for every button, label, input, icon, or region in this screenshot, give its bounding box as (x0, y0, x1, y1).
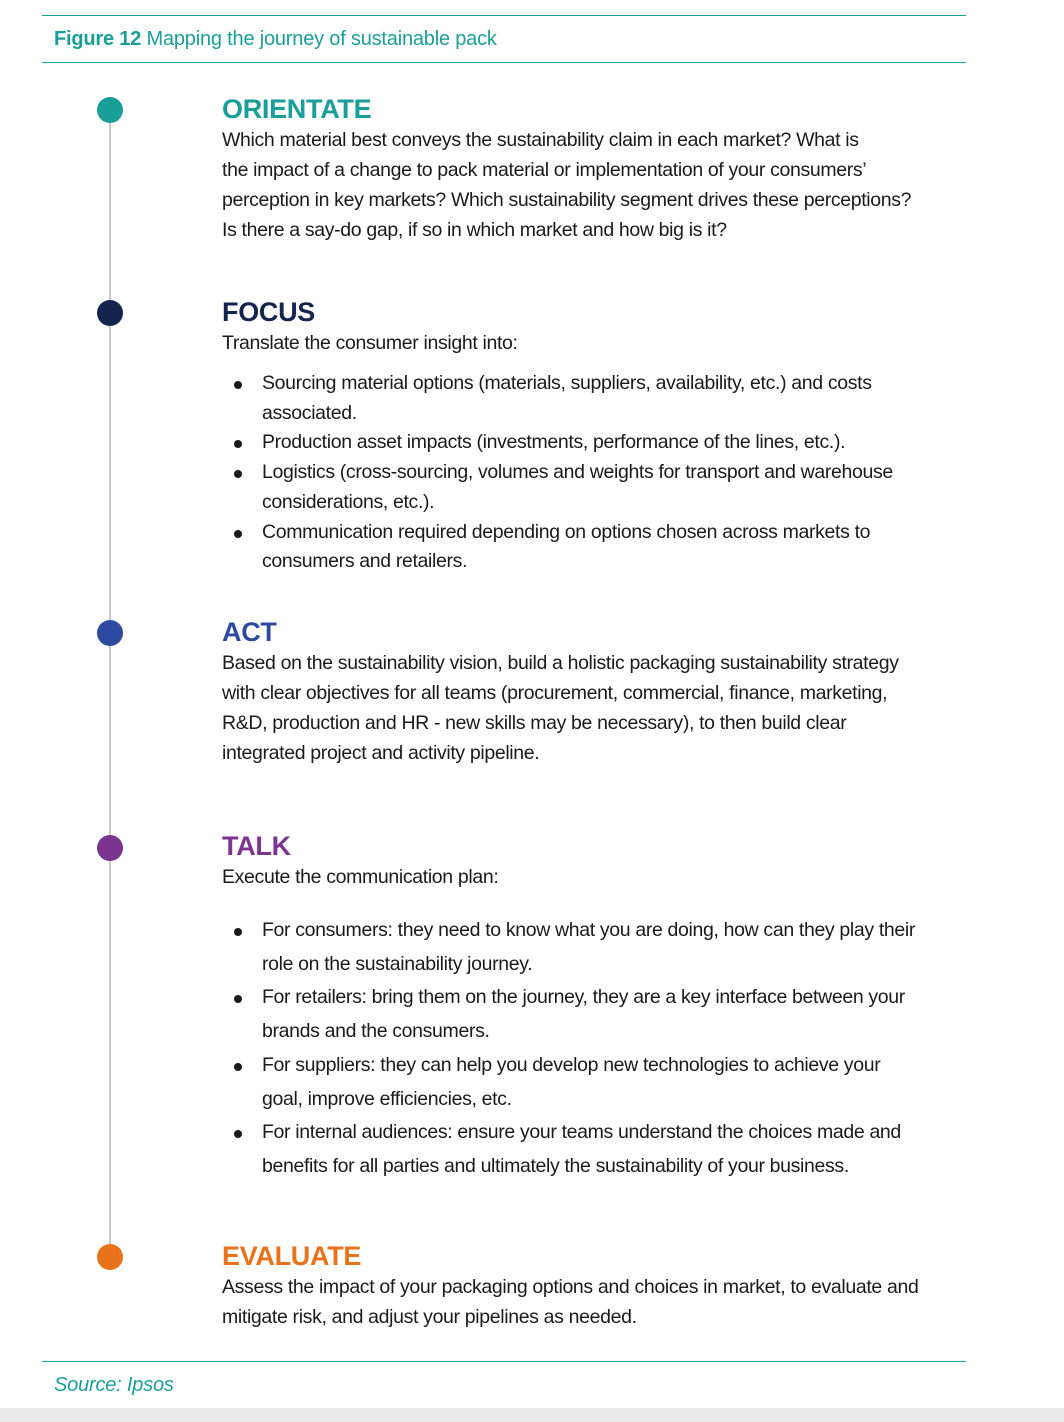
step-title-evaluate: EVALUATE (222, 1241, 362, 1271)
list-item (222, 518, 962, 577)
step-text-orientate (222, 125, 962, 245)
timeline-line (109, 110, 111, 1258)
text-line: Is there a say-do gap, if so in which market and how big is it? (222, 219, 727, 241)
bottom-rule (42, 1361, 966, 1362)
text-line: considerations, etc.). (262, 490, 435, 513)
list-item (222, 369, 962, 428)
step-intro-talk: Execute the communication plan: (222, 866, 499, 888)
text-line: For retailers: bring them on the journey, they are a key interface between your (262, 986, 905, 1009)
figure-label: Figure 12 (54, 28, 142, 50)
step-talk (222, 830, 962, 1184)
text-line: Which material best conveys the sustainability claim in each market? What is (222, 129, 859, 151)
top-rule (42, 15, 966, 16)
text-line: Sourcing material options (materials, suppliers, availability, etc.) and costs (262, 372, 872, 394)
step-title-focus: FOCUS (222, 297, 316, 327)
text-line: associated. (262, 401, 357, 424)
text-line: benefits for all parties and ultimately the sustainability of your business. (262, 1154, 849, 1177)
list-item (222, 1116, 962, 1183)
text-line: integrated project and activity pipeline. (222, 742, 540, 764)
text-line: role on the sustainability journey. (262, 952, 533, 975)
evaluate-dot (97, 1244, 123, 1270)
text-line: the impact of a change to pack material or implementation of your consumers’ (222, 159, 867, 181)
step-orientate (222, 93, 962, 245)
step-text-evaluate (222, 1272, 962, 1332)
figure-caption (54, 26, 497, 52)
orientate-dot (97, 97, 123, 123)
step-intro-focus: Translate the consumer insight into: (222, 332, 518, 354)
list-item (222, 914, 962, 981)
step-text-act (222, 648, 962, 768)
list-item (222, 1049, 962, 1116)
text-line: Assess the impact of your packaging options and choices in market, to evaluate and (222, 1276, 919, 1298)
figure-title: Mapping the journey of sustainable pack (146, 28, 497, 50)
text-line: Production asset impacts (investments, performance of the lines, etc.). (262, 431, 846, 454)
caption-rule (42, 62, 966, 63)
talk-bullet-list (222, 914, 962, 1184)
text-line: consumers and retailers. (262, 550, 468, 573)
list-item (222, 428, 962, 458)
text-line: For internal audiences: ensure your teams understand the choices made and (262, 1121, 901, 1144)
talk-dot (97, 835, 123, 861)
step-act (222, 616, 962, 768)
text-line: For consumers: they need to know what you are doing, how can they play their (262, 919, 916, 941)
text-line: mitigate risk, and adjust your pipelines as needed. (222, 1306, 637, 1328)
focus-bullet-list (222, 369, 962, 577)
list-item (222, 458, 962, 517)
text-line: R&D, production and HR - new skills may be necessary), to then build clear (222, 712, 847, 734)
act-dot (97, 620, 123, 646)
step-focus (222, 296, 962, 577)
step-title-act: ACT (222, 617, 277, 647)
text-line: with clear objectives for all teams (procurement, commercial, finance, marketing, (222, 682, 888, 704)
text-line: goal, improve efficiencies, etc. (262, 1087, 512, 1110)
step-title-orientate: ORIENTATE (222, 94, 372, 124)
focus-dot (97, 300, 123, 326)
text-line: Logistics (cross-sourcing, volumes and weights for transport and warehouse (262, 461, 893, 484)
text-line: Communication required depending on options chosen across markets to (262, 520, 871, 543)
text-line: For suppliers: they can help you develop new technologies to achieve your (262, 1053, 881, 1076)
page-bottom-band (0, 1408, 1064, 1422)
source-note: Source: Ipsos (54, 1374, 174, 1396)
text-line: Based on the sustainability vision, build a holistic packaging sustainability strategy (222, 652, 899, 674)
step-evaluate (222, 1240, 962, 1332)
step-title-talk: TALK (222, 831, 291, 861)
list-item (222, 981, 962, 1048)
text-line: brands and the consumers. (262, 1020, 490, 1043)
text-line: perception in key markets? Which sustainability segment drives these perceptions? (222, 189, 912, 211)
